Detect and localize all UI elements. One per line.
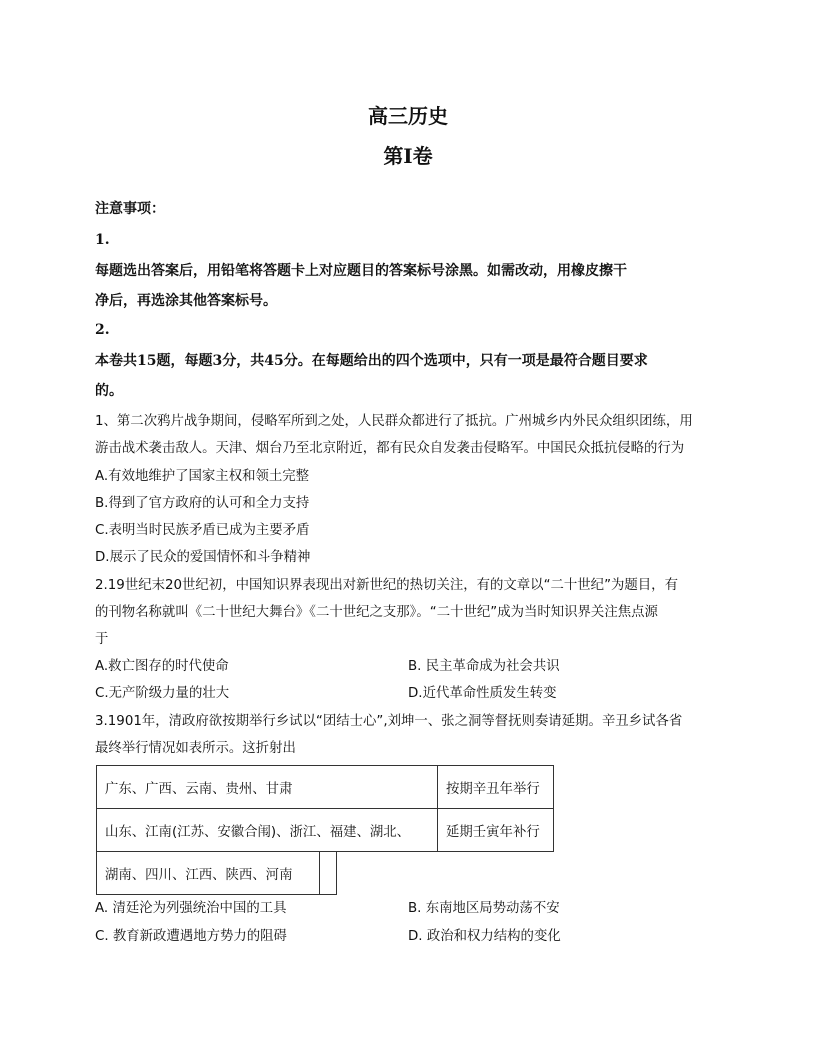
q1-stem-line-2: 游击战术袭击敌人。天津、烟台乃至北京附近，都有民众自发袭击侵略军。中国民众抵抗侵略的行为 (95, 441, 685, 456)
note-1-number: 1. (95, 232, 110, 248)
q1-option-a: A.有效地维护了国家主权和领土完整 (95, 469, 310, 484)
table-cell-row3-empty (319, 851, 337, 895)
q2-option-d: D.近代革命性质发生转变 (408, 686, 557, 701)
q1-stem-line-1: 1、第二次鸦片战争期间，侵略军所到之处，人民群众都进行了抵抗。广州城乡内外民众组织团练，用 (95, 414, 693, 429)
volume-title: 第Ⅰ卷 (383, 144, 433, 168)
note-1-line-1: 每题选出答案后，用铅笔将答题卡上对应题目的答案标号涂黑。如需改动，用橡皮擦干 (95, 263, 627, 279)
q3-option-d: D. 政治和权力结构的变化 (408, 929, 561, 944)
q1-option-b: B.得到了官方政府的认可和全力支持 (95, 496, 310, 511)
notes-heading: 注意事项： (95, 201, 165, 217)
q2-option-b: B. 民主革命成为社会共识 (408, 659, 560, 674)
q2-option-a: A.救亡图存的时代使命 (95, 659, 229, 674)
q3-option-a: A. 清廷沦为列强统治中国的工具 (95, 901, 287, 916)
exam-title: 高三历史 (368, 104, 448, 128)
q1-option-d: D.展示了民众的爱国情怀和斗争精神 (95, 550, 311, 565)
note-2-line-2: 的。 (95, 383, 123, 399)
q2-stem-line-2: 的刊物名称就叫《二十世纪大舞台》《二十世纪之支那》。“二十世纪”成为当时知识界关注焦点源 (95, 605, 658, 620)
note-2-number: 2. (95, 322, 110, 338)
note-1-line-2: 净后，再选涂其他答案标号。 (95, 293, 277, 309)
table-cell-row2-status: 延期壬寅年补行 (437, 808, 554, 852)
q3-stem-line-2: 最终举行情况如表所示。这折射出 (95, 741, 296, 756)
q3-option-c: C. 教育新政遭遇地方势力的阻碍 (95, 929, 287, 944)
q2-option-c: C.无产阶级力量的壮大 (95, 686, 230, 701)
table-cell-row1-provinces: 广东、广西、云南、贵州、甘肃 (96, 765, 438, 809)
note-2-line-1: 本卷共15题，每题3分，共45分。在每题给出的四个选项中，只有一项是最符合题目要求 (95, 353, 648, 369)
table-cell-row3-provinces: 湖南、四川、江西、陕西、河南 (96, 851, 320, 895)
q2-stem-line-3: 于 (95, 632, 109, 647)
q1-option-c: C.表明当时民族矛盾已成为主要矛盾 (95, 523, 310, 538)
q3-stem-line-1: 3.1901年，清政府欲按期举行乡试以“团结士心”,刘坤一、张之洞等督抚则奏请延期。辛丑乡试各省 (95, 714, 683, 729)
table-cell-row2-provinces: 山东、江南(江苏、安徽合闱)、浙江、福建、湖北、 (96, 808, 438, 852)
table-cell-row1-status: 按期辛丑年举行 (437, 765, 554, 809)
q3-option-b: B. 东南地区局势动荡不安 (408, 901, 560, 916)
q2-stem-line-1: 2.19世纪末20世纪初，中国知识界表现出对新世纪的热切关注，有的文章以“二十世纪”为题目，有 (95, 578, 678, 593)
